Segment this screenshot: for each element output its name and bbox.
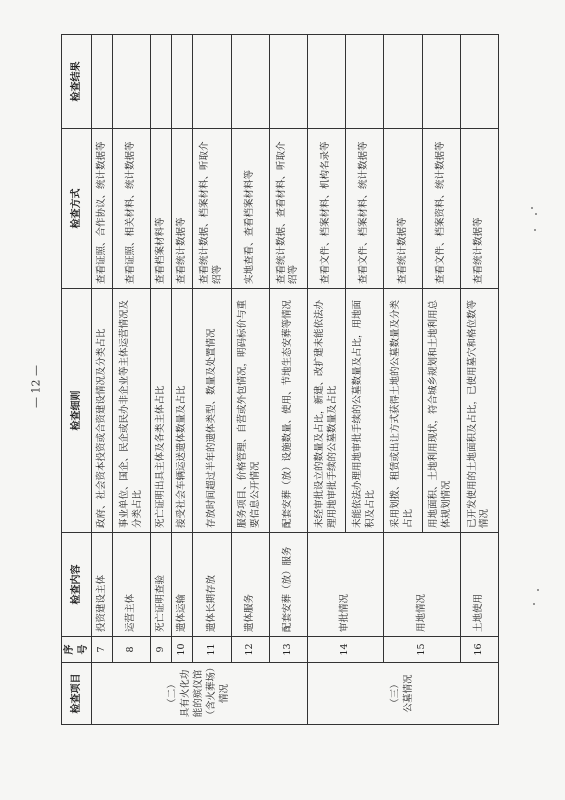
row-detail: 未经审批设立的数量及占比，新建、改扩建未能依法办理用地审批手续的公墓数量及占比 (308, 289, 346, 533)
row-method: 查看文件、档案资料、统计数据等 (422, 129, 460, 289)
row-result (151, 35, 172, 129)
row-no: 7 (92, 637, 113, 663)
table-row (231, 35, 269, 725)
row-method: 查看统计数据等 (172, 129, 193, 289)
row-no: 11 (193, 637, 231, 663)
scan-speck (533, 603, 535, 605)
row-method: 查看统计数据等 (460, 129, 498, 289)
table-row (269, 35, 307, 725)
row-detail: 配套安葬（放）设施数量、使用、节地生态安葬等情况 (269, 289, 307, 533)
row-content: 投资建设主体 (92, 533, 113, 637)
header-item: 检查项目 (62, 663, 92, 725)
row-result (384, 35, 422, 129)
row-result (193, 35, 231, 129)
table-row (92, 35, 113, 725)
group-label-2: （二） 具有火化功能的殡仪馆（含火葬场）情况 (92, 663, 308, 725)
table-row (308, 35, 346, 725)
row-result (308, 35, 346, 129)
header-seq: 序号 (62, 637, 92, 663)
row-method: 查看证照、相关材料、统计数据等 (113, 129, 151, 289)
row-content: 配套安葬（放）服务 (269, 533, 307, 637)
table-row (460, 35, 498, 725)
row-content: 死亡证明查验 (151, 533, 172, 637)
row-no: 12 (231, 637, 269, 663)
row-result (92, 35, 113, 129)
row-detail: 未能依法办理用地审批手续的公墓数量及占比，用地面积及占比 (346, 289, 384, 533)
row-result (231, 35, 269, 129)
row-method: 查看档案材料等 (151, 129, 172, 289)
scan-speck (537, 589, 539, 591)
scan-speck (534, 229, 536, 231)
row-no: 10 (172, 637, 193, 663)
row-method: 查看统计数据、档案材料、听取介绍等 (193, 129, 231, 289)
header-result: 检查结果 (62, 35, 92, 129)
row-detail: 接受社会车辆运送遗体数量及占比 (172, 289, 193, 533)
header-detail: 检查细则 (62, 289, 92, 533)
table-row (151, 35, 172, 725)
row-result (113, 35, 151, 129)
row-method: 查看证照、合作协议、统计数据等 (92, 129, 113, 289)
row-result (422, 35, 460, 129)
row-detail: 服务项目、价格管理、自营或外包情况，明码标价与重要信息公开情况 (231, 289, 269, 533)
row-content: 遗体运输 (172, 533, 193, 637)
row-detail: 事业单位、国企、民企或民办非企业等主体运营情况及分类占比 (113, 289, 151, 533)
row-content: 审批情况 (308, 533, 384, 637)
row-result (460, 35, 498, 129)
row-result (269, 35, 307, 129)
row-content: 用地情况 (384, 533, 460, 637)
row-detail: 采用划拨、租赁或出让方式获得土地的公墓数量及分类占比 (384, 289, 422, 533)
row-no: 13 (269, 637, 307, 663)
row-method: 查看统计数据、查看材料、听取介绍等 (269, 129, 307, 289)
row-detail: 已开发使用的土地面积及占比，已使用墓穴和格位数等情况 (460, 289, 498, 533)
scan-speck (531, 207, 533, 209)
row-content: 运营主体 (113, 533, 151, 637)
row-method: 查看统计数据等 (384, 129, 422, 289)
row-no: 9 (151, 637, 172, 663)
inspection-table (61, 34, 499, 725)
table-row (193, 35, 231, 725)
table-row (113, 35, 151, 725)
row-method: 查看文件、档案材料、机构名录等 (308, 129, 346, 289)
rotated-table-container (61, 35, 499, 725)
row-no: 8 (113, 637, 151, 663)
row-detail: 存放时间超过半年的遗体类型、数量及处置情况 (193, 289, 231, 533)
row-result (172, 35, 193, 129)
row-detail: 用地面积、土地利用现状，符合城乡规划和土地利用总体规划情况 (422, 289, 460, 533)
table-row (172, 35, 193, 725)
header-content: 检查内容 (62, 533, 92, 637)
row-no: 16 (460, 637, 498, 663)
table-row (384, 35, 422, 725)
row-no: 15 (384, 637, 460, 663)
row-content: 遗体长期存放 (193, 533, 231, 637)
row-content: 土地使用 (460, 533, 498, 637)
group-label-3: （三） 公墓情况 (308, 663, 499, 725)
row-detail: 死亡证明出具主体及各类主体占比 (151, 289, 172, 533)
scan-speck (535, 213, 537, 215)
row-result (346, 35, 384, 129)
row-content: 遗体服务 (231, 533, 269, 637)
row-method: 查看文件、档案材料、统计数据等 (346, 129, 384, 289)
row-no: 14 (308, 637, 384, 663)
row-method: 实地查看、查看档案材料等 (231, 129, 269, 289)
table-header-row (62, 35, 92, 725)
header-method: 检查方式 (62, 129, 92, 289)
page-number: — 12 — (29, 365, 43, 408)
row-detail: 政府、社会资本投资或合资建设情况及分类占比 (92, 289, 113, 533)
